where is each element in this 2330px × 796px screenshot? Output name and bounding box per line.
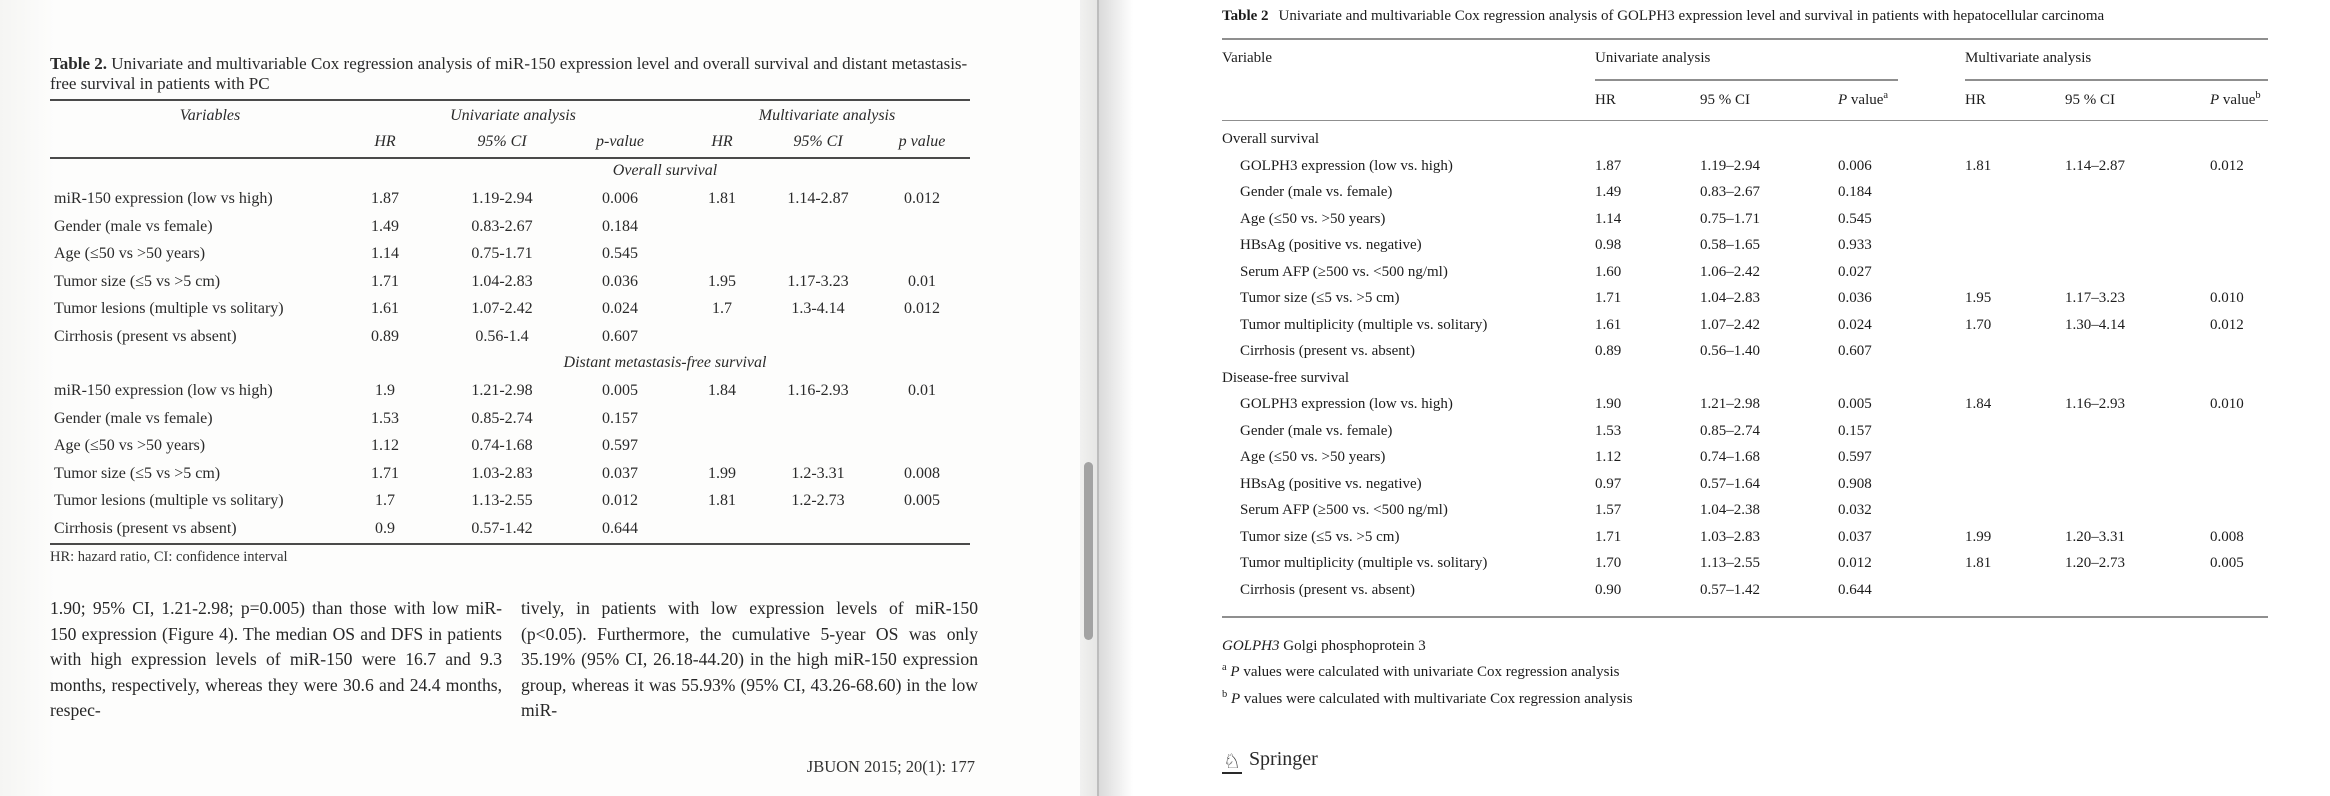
cell-value: 1.06–2.42 xyxy=(1700,263,1760,280)
table-row xyxy=(50,241,970,269)
cell-value: 0.037 xyxy=(1838,528,1872,545)
table-row xyxy=(50,296,970,324)
row-label: Gender (male vs female) xyxy=(54,409,213,427)
col-pvalue: p value xyxy=(898,133,946,150)
cell-value: 1.17–3.23 xyxy=(2065,290,2125,306)
table-row xyxy=(50,488,970,516)
cell-value: 1.95 xyxy=(708,272,736,290)
journal-footer: JBUON 2015; 20(1): 177 xyxy=(806,757,975,776)
section-header-label: Distant metastasis-free survival xyxy=(563,354,767,371)
right-table-header xyxy=(1222,40,2268,120)
cell-value: 0.005 xyxy=(602,382,638,399)
cell-value: 1.53 xyxy=(371,409,399,427)
table-section-header xyxy=(50,159,970,186)
row-label: Gender (male vs. female) xyxy=(1240,422,1393,439)
cell-value: 0.012 xyxy=(602,492,638,509)
scrollbar-thumb[interactable] xyxy=(1084,462,1093,640)
left-page xyxy=(0,0,1080,796)
cell-value: 1.87 xyxy=(371,190,399,207)
cell-value: 0.032 xyxy=(1838,502,1872,518)
cell-value: 1.70 xyxy=(1595,555,1622,571)
left-table-body xyxy=(50,159,970,543)
section-header-label: Overall survival xyxy=(1222,131,1320,147)
table-row xyxy=(1222,154,2268,181)
cell-value: 1.13–2.55 xyxy=(1700,555,1760,571)
right-page xyxy=(1099,0,2330,796)
cell-value: 0.024 xyxy=(602,300,638,317)
cell-value: 1.20–2.73 xyxy=(2065,555,2125,571)
cell-value: 0.97 xyxy=(1595,475,1622,492)
left-table-footnote: HR: hazard ratio, CI: confidence interval xyxy=(50,549,288,565)
row-label: Serum AFP (≥500 vs. <500 ng/ml) xyxy=(1240,263,1448,280)
table-row xyxy=(1222,392,2268,419)
cell-value: 0.036 xyxy=(1838,290,1872,306)
row-label: HBsAg (positive vs. negative) xyxy=(1240,475,1422,492)
cell-value: 1.61 xyxy=(371,300,399,317)
cell-value: 1.12 xyxy=(1595,449,1622,465)
cell-value: 1.71 xyxy=(1595,290,1622,306)
cell-value: 0.85-2.74 xyxy=(471,409,533,427)
cell-value: 1.07–2.42 xyxy=(1700,316,1760,333)
cell-value: 1.70 xyxy=(1965,316,1992,333)
cell-value: 0.75–1.71 xyxy=(1700,210,1760,227)
cell-value: 1.03-2.83 xyxy=(471,464,533,482)
table-row xyxy=(1222,339,2268,366)
group-univariate: Univariate analysis xyxy=(1595,50,1711,66)
right-table xyxy=(1222,38,2268,618)
cell-value: 0.908 xyxy=(1838,475,1872,492)
col-pvalue: P value$^b$ xyxy=(2210,90,2261,108)
group-rule-multivariate xyxy=(1965,79,2268,81)
cell-value: 1.14 xyxy=(371,245,399,262)
cell-value: 1.17-3.23 xyxy=(787,272,849,290)
cell-value: 0.008 xyxy=(2210,528,2244,545)
cell-value: 1.13-2.55 xyxy=(471,492,533,509)
cell-value: 0.545 xyxy=(602,245,638,262)
cell-value: 1.14-2.87 xyxy=(787,190,849,207)
cell-value: 0.184 xyxy=(1838,184,1872,200)
cell-value: 1.87 xyxy=(1595,157,1622,174)
row-label: Tumor multiplicity (multiple vs. solitary) xyxy=(1240,555,1488,571)
cell-value: 0.644 xyxy=(602,519,638,537)
col-ci: 95% CI xyxy=(477,133,527,150)
table-row xyxy=(1222,525,2268,552)
col-hr: HR xyxy=(374,133,396,150)
table-row xyxy=(50,214,970,242)
cell-value: 0.010 xyxy=(2210,290,2244,306)
right-table-title-text: Univariate and multivariable Cox regression analysis of GOLPH3 expression level and survival in patients with hepatocellular carcinoma xyxy=(1278,8,2105,24)
row-label: miR-150 expression (low vs high) xyxy=(54,190,273,207)
left-table-title-label: Table 2. xyxy=(50,54,108,73)
cell-value: 1.60 xyxy=(1595,263,1622,280)
cell-value: 1.71 xyxy=(371,272,399,290)
footnote-b: $^b$ P values were calculated with multivariate Cox regression analysis xyxy=(1222,689,1633,707)
cell-value: 0.83-2.67 xyxy=(471,217,533,235)
cell-value: 0.597 xyxy=(1838,449,1872,465)
left-table-subheader-row xyxy=(50,130,970,157)
cell-value: 1.16-2.93 xyxy=(787,382,849,399)
row-label: Tumor size (≤5 vs. >5 cm) xyxy=(1240,528,1400,545)
cell-value: 1.99 xyxy=(708,464,736,482)
cell-value: 1.53 xyxy=(1595,422,1622,439)
table-row xyxy=(1222,180,2268,207)
cell-value: 1.7 xyxy=(375,492,395,509)
group-multivariate: Multivariate analysis xyxy=(1965,50,2092,66)
col-hr: HR xyxy=(1595,92,1616,108)
cell-value: 1.03–2.83 xyxy=(1700,528,1760,545)
cell-value: 0.184 xyxy=(602,217,638,235)
table-row xyxy=(1222,419,2268,446)
cell-value: 1.3-4.14 xyxy=(791,300,845,317)
cell-value: 1.19–2.94 xyxy=(1700,157,1760,174)
section-header-label: Disease-free survival xyxy=(1222,369,1350,386)
row-label: Age (≤50 vs >50 years) xyxy=(54,437,206,454)
row-label: Gender (male vs. female) xyxy=(1240,184,1393,200)
table-row xyxy=(50,186,970,214)
cell-value: 1.95 xyxy=(1965,290,1992,306)
cell-value: 0.005 xyxy=(1838,396,1872,412)
cell-value: 0.9 xyxy=(375,519,395,537)
left-pane-scrollbar-track[interactable] xyxy=(1080,0,1097,796)
col-pvalue: p-value xyxy=(596,133,644,150)
cell-value: 1.14 xyxy=(1595,210,1622,227)
cell-value: 1.30–4.14 xyxy=(2065,316,2125,333)
cell-value: 1.71 xyxy=(1595,528,1622,545)
col-ci: 95% CI xyxy=(793,133,843,150)
cell-value: 1.71 xyxy=(371,464,399,482)
table-row xyxy=(1222,207,2268,234)
table-row xyxy=(1222,498,2268,525)
cell-value: 0.01 xyxy=(908,382,936,399)
table-row xyxy=(50,378,970,406)
cell-value: 1.21–2.98 xyxy=(1700,396,1760,412)
cell-value: 0.024 xyxy=(1838,316,1872,333)
cell-value: 0.90 xyxy=(1595,581,1622,598)
cell-value: 1.49 xyxy=(371,217,399,235)
cell-value: 1.81 xyxy=(708,492,736,509)
col-ci: 95 % CI xyxy=(2065,92,2115,108)
table-section-header xyxy=(1222,366,2268,393)
col-pvalue: P value$^a$ xyxy=(1838,90,1889,108)
cell-value: 0.157 xyxy=(1838,422,1872,439)
row-label: Serum AFP (≥500 vs. <500 ng/ml) xyxy=(1240,502,1448,518)
cell-value: 1.61 xyxy=(1595,316,1622,333)
footnote-a: $^a$ P values were calculated with univariate Cox regression analysis xyxy=(1222,662,1620,680)
body-text-column-1: 1.90; 95% CI, 1.21-2.98; p=0.005) than those with low miR-150 expression (Figure 4). The median OS and DFS in patients with high expression levels of miR-150 were 16.7 and 9.3 months, respectively, whereas they were 30.6 and 24.4 months, respec- xyxy=(50,598,502,721)
cell-value: 0.56–1.40 xyxy=(1700,343,1760,359)
table-row xyxy=(1222,313,2268,340)
table-row xyxy=(1222,472,2268,499)
cell-value: 0.57-1.42 xyxy=(471,519,533,537)
cell-value: 0.57–1.42 xyxy=(1700,581,1760,598)
col-hr: HR xyxy=(1965,92,1986,108)
cell-value: 1.84 xyxy=(708,382,736,399)
cell-value: 0.74–1.68 xyxy=(1700,449,1760,465)
cell-value: 0.545 xyxy=(1838,210,1872,227)
cell-value: 0.89 xyxy=(1595,343,1622,359)
left-table-title-text: Univariate and multivariable Cox regression analysis of miR-150 expression level and overall survival and distant metastasis-free survival in patients with PC xyxy=(50,54,968,93)
col-hr: HR xyxy=(711,133,733,150)
right-table-title-label: Table 2 xyxy=(1222,8,1269,24)
cell-value: 0.012 xyxy=(2210,157,2244,174)
row-label: Age (≤50 vs. >50 years) xyxy=(1240,210,1386,227)
cell-value: 1.81 xyxy=(1965,157,1992,174)
cell-value: 1.99 xyxy=(1965,528,1992,545)
group-multivariate: Multivariate analysis xyxy=(758,107,896,124)
table-rule-bottom xyxy=(50,543,970,545)
cell-value: 0.010 xyxy=(2210,396,2244,412)
table-row xyxy=(1222,445,2268,472)
cell-value: 0.012 xyxy=(904,300,940,317)
row-label: Tumor lesions (multiple vs solitary) xyxy=(54,492,284,509)
cell-value: 1.20–3.31 xyxy=(2065,528,2125,545)
cell-value: 0.58–1.65 xyxy=(1700,237,1760,253)
cell-value: 0.012 xyxy=(904,190,940,207)
cell-value: 0.037 xyxy=(602,464,638,482)
table-row xyxy=(50,324,970,352)
row-label: Tumor size (≤5 vs. >5 cm) xyxy=(1240,290,1400,306)
col-ci: 95 % CI xyxy=(1700,92,1750,108)
cell-value: 1.2-3.31 xyxy=(791,464,845,482)
table-section-header xyxy=(1222,127,2268,154)
table-row xyxy=(1222,286,2268,313)
table-rule-bottom xyxy=(1222,616,2268,618)
col-variable: Variable xyxy=(1222,50,1272,66)
table-row xyxy=(1222,551,2268,578)
cell-value: 0.89 xyxy=(371,327,399,345)
cell-value: 0.56-1.4 xyxy=(475,327,529,345)
springer-logo xyxy=(1222,748,1318,774)
cell-value: 0.157 xyxy=(602,409,638,427)
section-header-label: Overall survival xyxy=(612,162,718,179)
publisher-name: Springer xyxy=(1248,748,1318,770)
cell-value: 0.933 xyxy=(1838,237,1872,253)
cell-value: 0.005 xyxy=(2210,555,2244,571)
row-label: Cirrhosis (present vs absent) xyxy=(54,519,237,537)
row-label: HBsAg (positive vs. negative) xyxy=(1240,237,1422,253)
cell-value: 1.84 xyxy=(1965,396,1992,412)
row-label: Tumor size (≤5 vs >5 cm) xyxy=(54,272,221,290)
cell-value: 0.57–1.64 xyxy=(1700,475,1760,492)
right-table-body xyxy=(1222,121,2268,616)
cell-value: 1.04–2.83 xyxy=(1700,290,1760,306)
cell-value: 0.85–2.74 xyxy=(1700,422,1760,439)
cell-value: 1.9 xyxy=(375,382,395,399)
cell-value: 0.597 xyxy=(602,437,638,454)
row-label: Tumor multiplicity (multiple vs. solitary) xyxy=(1240,316,1488,333)
footnote-golph3: GOLPH3 Golgi phosphoprotein 3 xyxy=(1222,638,1426,654)
cell-value: 0.01 xyxy=(908,272,936,290)
cell-value: 0.74-1.68 xyxy=(471,437,533,454)
table-row xyxy=(1222,578,2268,605)
row-label: GOLPH3 expression (low vs. high) xyxy=(1240,396,1453,412)
cell-value: 0.83–2.67 xyxy=(1700,184,1760,200)
cell-value: 1.90 xyxy=(1595,396,1622,412)
cell-value: 1.7 xyxy=(712,300,732,317)
cell-value: 1.19-2.94 xyxy=(471,190,533,207)
table-row xyxy=(50,516,970,544)
row-label: Age (≤50 vs >50 years) xyxy=(54,245,206,262)
cell-value: 0.75-1.71 xyxy=(471,245,533,262)
table-row xyxy=(50,461,970,489)
cell-value: 1.2-2.73 xyxy=(791,492,845,509)
cell-value: 1.04-2.83 xyxy=(471,272,533,290)
left-table xyxy=(50,99,970,566)
cell-value: 1.81 xyxy=(1965,555,1992,571)
table-row xyxy=(50,269,970,297)
cell-value: 0.012 xyxy=(2210,316,2244,333)
page-edge-shadow xyxy=(1099,0,1133,796)
left-table-group-header-row xyxy=(50,101,970,130)
table-row xyxy=(1222,260,2268,287)
group-rule-univariate xyxy=(1595,79,1898,81)
table-row xyxy=(50,433,970,461)
row-label: Gender (male vs female) xyxy=(54,217,213,235)
cell-value: 0.98 xyxy=(1595,237,1622,253)
cell-value: 1.81 xyxy=(708,190,736,207)
table-row xyxy=(50,406,970,434)
cell-value: 1.14–2.87 xyxy=(2065,157,2125,174)
right-table-title xyxy=(1222,8,2282,25)
row-label: Age (≤50 vs. >50 years) xyxy=(1240,449,1386,465)
group-univariate: Univariate analysis xyxy=(450,107,576,124)
cell-value: 1.04–2.38 xyxy=(1700,502,1760,518)
row-label: Cirrhosis (present vs. absent) xyxy=(1240,343,1415,359)
springer-knight-icon: ♘ xyxy=(1223,749,1241,773)
row-label: miR-150 expression (low vs high) xyxy=(54,382,273,399)
cell-value: 0.006 xyxy=(1838,157,1872,174)
cell-value: 1.12 xyxy=(371,437,399,454)
cell-value: 0.644 xyxy=(1838,581,1872,598)
cell-value: 0.036 xyxy=(602,272,638,290)
cell-value: 0.008 xyxy=(904,464,940,482)
left-table-title xyxy=(50,54,974,93)
table-row xyxy=(1222,233,2268,260)
col-variables: Variables xyxy=(179,107,241,124)
cell-value: 1.21-2.98 xyxy=(471,382,533,399)
row-label: Cirrhosis (present vs. absent) xyxy=(1240,581,1415,598)
table-section-header xyxy=(50,351,970,378)
cell-value: 1.07-2.42 xyxy=(471,300,533,317)
cell-value: 0.027 xyxy=(1838,263,1872,280)
cell-value: 1.16–2.93 xyxy=(2065,396,2125,412)
row-label: Tumor lesions (multiple vs solitary) xyxy=(54,300,284,317)
row-label: Tumor size (≤5 vs >5 cm) xyxy=(54,464,221,482)
cell-value: 0.607 xyxy=(602,327,638,345)
cell-value: 0.012 xyxy=(1838,555,1872,571)
cell-value: 1.57 xyxy=(1595,502,1622,518)
cell-value: 0.607 xyxy=(1838,343,1872,359)
cell-value: 1.49 xyxy=(1595,184,1622,200)
body-text-column-2: tively, in patients with low expression levels of miR-150 (p<0.05). Furthermore, the cumulative 5-year OS was only 35.19% (95% CI, 26.18-44.20) in the high miR-150 expression group, whereas it was 55.93% (95% CI, 43.26-68.60) in the low miR- xyxy=(521,598,978,721)
row-label: GOLPH3 expression (low vs. high) xyxy=(1240,157,1453,174)
row-label: Cirrhosis (present vs absent) xyxy=(54,327,237,345)
cell-value: 0.006 xyxy=(602,190,638,207)
cell-value: 0.005 xyxy=(904,492,940,509)
